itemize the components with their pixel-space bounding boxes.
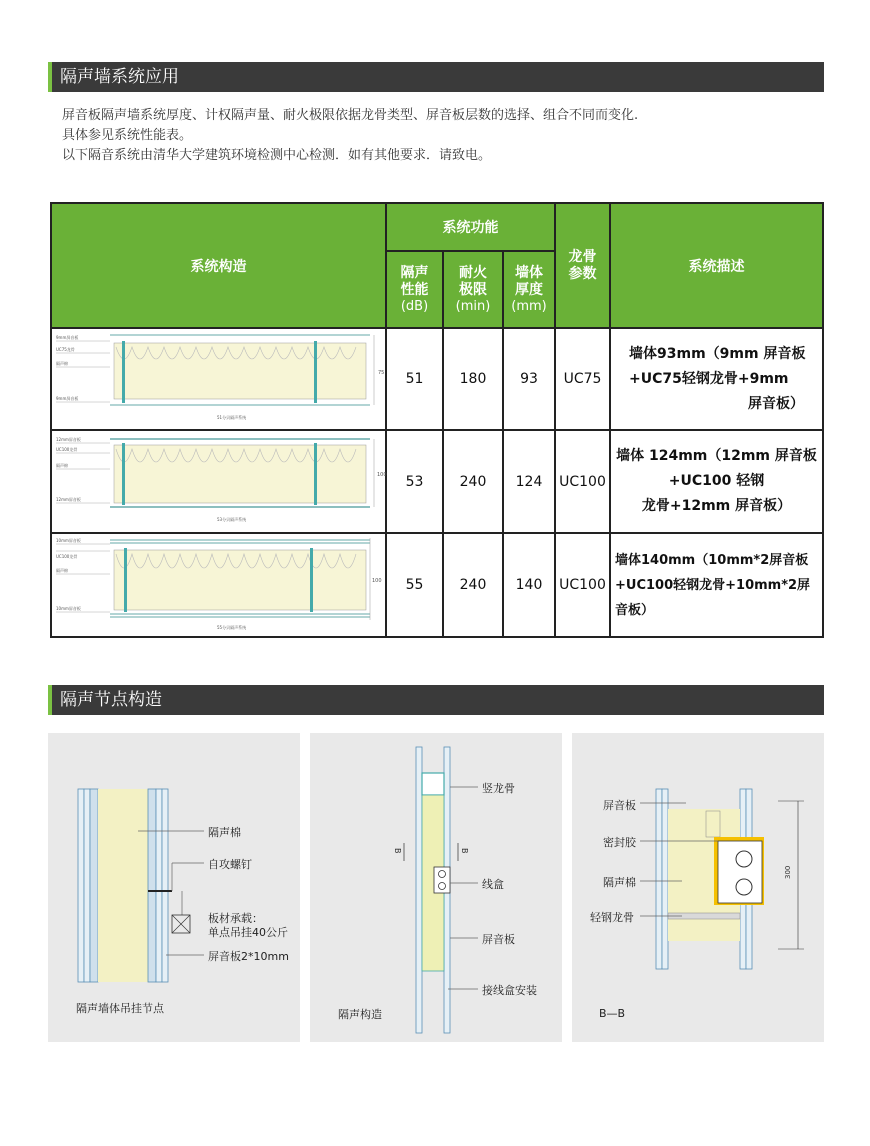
cell-keel: UC75	[555, 328, 610, 430]
table-row	[51, 533, 823, 637]
table-row	[51, 328, 823, 430]
label-wool: 隔声棉	[603, 876, 636, 889]
svg-text:10mm屏音板: 10mm屏音板	[56, 606, 81, 611]
section-title: 隔声墙系统应用	[60, 67, 179, 87]
cell-fire: 240	[443, 430, 503, 533]
cell-thickness: 124	[503, 430, 555, 533]
node-panel-construction	[310, 733, 562, 1042]
svg-text:55分贝隔声系统: 55分贝隔声系统	[217, 625, 247, 630]
intro-line: 屏音板隔声墙系统厚度、计权隔声量、耐火极限依据龙骨类型、屏音板层数的选择、组合不同而变化.	[62, 108, 639, 123]
svg-text:300: 300	[784, 865, 792, 879]
label-load-detail: 单点吊挂40公斤	[208, 926, 288, 939]
svg-text:UC100龙骨: UC100龙骨	[56, 447, 78, 452]
svg-text:B: B	[460, 848, 469, 854]
svg-text:隔声棉: 隔声棉	[56, 463, 68, 468]
wall-section-drawing	[51, 430, 386, 533]
intro-text	[62, 106, 638, 166]
svg-text:隔声棉: 隔声棉	[56, 361, 68, 366]
svg-text:UC75龙骨: UC75龙骨	[56, 347, 75, 352]
cell-desc: 墙体140mm（10mm*2屏音板 +UC100轻钢龙骨+10mm*2屏 音板）	[610, 533, 823, 637]
label-keel: 轻钢龙骨	[590, 911, 634, 924]
label-wool: 隔声棉	[208, 826, 241, 839]
svg-text:B: B	[393, 848, 402, 854]
panel-caption: 隔声构造	[338, 1008, 382, 1021]
header-thickness: 墙体 厚度 (mm)	[503, 251, 555, 328]
panel-caption: B—B	[599, 1007, 626, 1020]
svg-text:100: 100	[372, 578, 382, 584]
label-sealant: 密封胶	[603, 836, 636, 849]
svg-text:53分贝隔声系统: 53分贝隔声系统	[217, 517, 247, 522]
svg-text:75: 75	[378, 370, 385, 376]
section-title-bar	[48, 62, 824, 92]
header-keel: 龙骨 参数	[555, 203, 610, 328]
system-table	[50, 202, 824, 638]
svg-text:51分贝隔声系统: 51分贝隔声系统	[217, 415, 247, 420]
node-panel-hanging	[48, 733, 300, 1042]
intro-line: 具体参见系统性能表。	[62, 128, 193, 143]
cell-thickness: 140	[503, 533, 555, 637]
svg-text:9mm屏音板: 9mm屏音板	[56, 396, 79, 401]
label-box: 线盒	[482, 878, 504, 891]
cell-sound: 51	[386, 328, 443, 430]
cell-fire: 180	[443, 328, 503, 430]
svg-text:UC100龙骨: UC100龙骨	[56, 554, 78, 559]
svg-text:隔声棉: 隔声棉	[56, 568, 68, 573]
label-box-install: 接线盒安装	[482, 984, 537, 997]
panel-caption: 隔声墙体吊挂节点	[76, 1002, 164, 1015]
label-board: 屏音板	[482, 933, 515, 946]
header-fire: 耐火 极限 (min)	[443, 251, 503, 328]
label-board: 屏音板	[603, 799, 636, 812]
header-desc: 系统描述	[610, 203, 823, 328]
cell-desc: 墙体 124mm（12mm 屏音板 +UC100 轻钢 龙骨+12mm 屏音板）	[610, 430, 823, 533]
svg-text:100: 100	[377, 472, 387, 478]
table-row	[51, 430, 823, 533]
cell-fire: 240	[443, 533, 503, 637]
svg-text:12mm屏音板: 12mm屏音板	[56, 497, 81, 502]
wall-section-drawing	[51, 328, 386, 430]
svg-text:10mm屏音板: 10mm屏音板	[56, 538, 81, 543]
header-sound: 隔声 性能 (dB)	[386, 251, 443, 328]
label-stud: 竖龙骨	[482, 782, 515, 795]
svg-text:9mm屏音板: 9mm屏音板	[56, 335, 79, 340]
label-board: 屏音板2*10mm	[208, 950, 289, 963]
cell-sound: 55	[386, 533, 443, 637]
cell-sound: 53	[386, 430, 443, 533]
section-title: 隔声节点构造	[60, 690, 162, 710]
header-function: 系统功能	[386, 203, 555, 251]
hanging-node-drawing	[48, 733, 300, 1042]
header-construct: 系统构造	[51, 203, 386, 328]
intro-line: 以下隔音系统由清华大学建筑环境检测中心检测．如有其他要求．请致电。	[62, 148, 492, 163]
cell-keel: UC100	[555, 430, 610, 533]
cell-keel: UC100	[555, 533, 610, 637]
wall-section-drawing	[51, 533, 386, 637]
section-title-bar	[48, 685, 824, 715]
label-load: 板材承载：	[208, 912, 263, 925]
cell-desc: 墙体93mm（9mm 屏音板 +UC75轻钢龙骨+9mm 屏音板）	[610, 328, 823, 430]
node-panel-section-bb	[572, 733, 824, 1042]
svg-text:12mm屏音板: 12mm屏音板	[56, 437, 81, 442]
label-screw: 自攻螺钉	[208, 858, 252, 871]
cell-thickness: 93	[503, 328, 555, 430]
